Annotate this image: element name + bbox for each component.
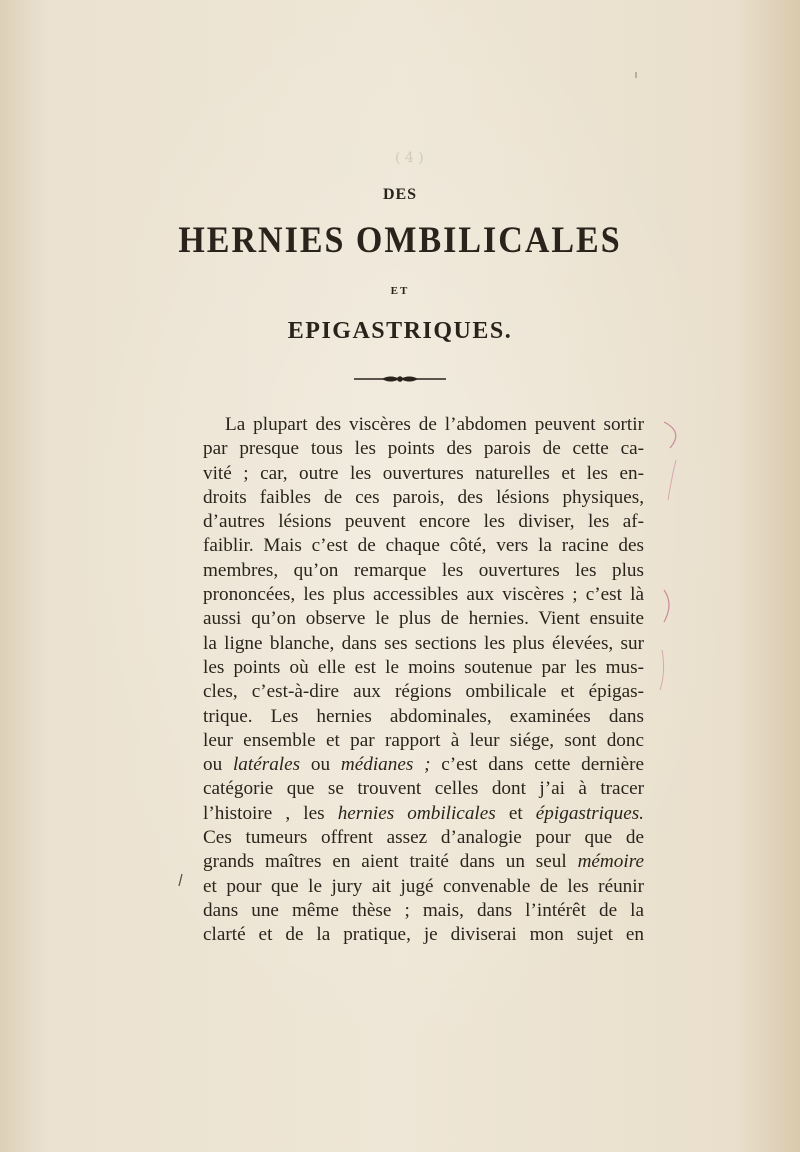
heading-des: DES <box>382 186 418 203</box>
italic-term-medianes: médianes ; <box>340 754 431 776</box>
text-line: leur ensemble et par rapport à leur siége, sont donc <box>203 729 644 751</box>
body-paragraph <box>203 413 644 948</box>
text-line: la ligne blanche, dans ses sections les plus élevées, sur <box>203 632 644 654</box>
italic-term-laterales: latérales <box>232 754 301 776</box>
text-line: aussi qu’on observe le plus de hernies. Vient ensuite <box>203 608 644 630</box>
text-line: membres, qu’on remarque les ouvertures les plus <box>203 559 644 581</box>
text-line: catégorie que se trouvent celles dont j’ai à tracer <box>203 778 644 800</box>
text-run: ou <box>203 754 233 776</box>
text-line: faiblir. Mais c’est de chaque côté, vers la racine des <box>203 535 644 557</box>
margin-bracket-mark <box>664 590 669 622</box>
text-run: grands maîtres en aient traité dans un seul <box>203 851 578 873</box>
text-line: et pour que le jury ait jugé convenable de les réunir <box>203 875 644 897</box>
italic-term-memoire: mémoire <box>577 851 644 873</box>
text-line <box>203 802 644 826</box>
heading-subtitle: EPIGASTRIQUES. <box>287 318 513 344</box>
page-number-show-through: ( 4 ) <box>395 150 424 166</box>
text-line: droits faibles de ces parois, des lésions physiques, <box>203 486 644 508</box>
margin-bracket-mark <box>668 460 676 500</box>
margin-bracket-mark <box>660 650 664 690</box>
text-line <box>203 850 644 874</box>
text-run: c’est dans cette dernière <box>430 754 645 776</box>
text-run: ou <box>300 754 341 776</box>
text-run: l’histoire , les <box>203 802 338 824</box>
text-line: Ces tumeurs offrent assez d’analogie pour que de <box>203 827 644 849</box>
margin-tick-mark <box>179 874 182 886</box>
text-line: vité ; car, outre les ouvertures naturelles et les en- <box>203 462 644 484</box>
text-line: La plupart des viscères de l’abdomen peuvent sortir <box>225 414 644 435</box>
text-line: par presque tous les points des parois de cette ca- <box>203 438 644 460</box>
text-line: prononcées, les plus accessibles aux viscères ; c’est là <box>203 584 644 606</box>
text-line: dans une même thèse ; mais, dans l’intérêt de la <box>203 899 644 921</box>
italic-term-hernies-ombilicales: hernies ombilicales <box>337 802 496 824</box>
ornament-divider-icon <box>352 372 448 386</box>
italic-term-epigastriques: épigastriques. <box>535 802 644 824</box>
text-line: cles, c’est-à-dire aux régions ombilicale et épigas- <box>203 681 644 703</box>
text-line: clarté et de la pratique, je diviserai mon sujet en <box>203 924 644 946</box>
heading-main-title: HERNIES OMBILICALES <box>178 220 622 261</box>
heading-et: ET <box>390 285 410 297</box>
text-line: trique. Les hernies abdominales, examinées dans <box>203 705 644 727</box>
text-line <box>203 753 644 777</box>
margin-bracket-mark <box>664 422 676 448</box>
text-line: d’autres lésions peuvent encore les diviser, les af- <box>203 511 644 533</box>
text-run: et <box>495 802 536 824</box>
text-line: les points où elle est le moins soutenue par les mus- <box>203 656 644 678</box>
